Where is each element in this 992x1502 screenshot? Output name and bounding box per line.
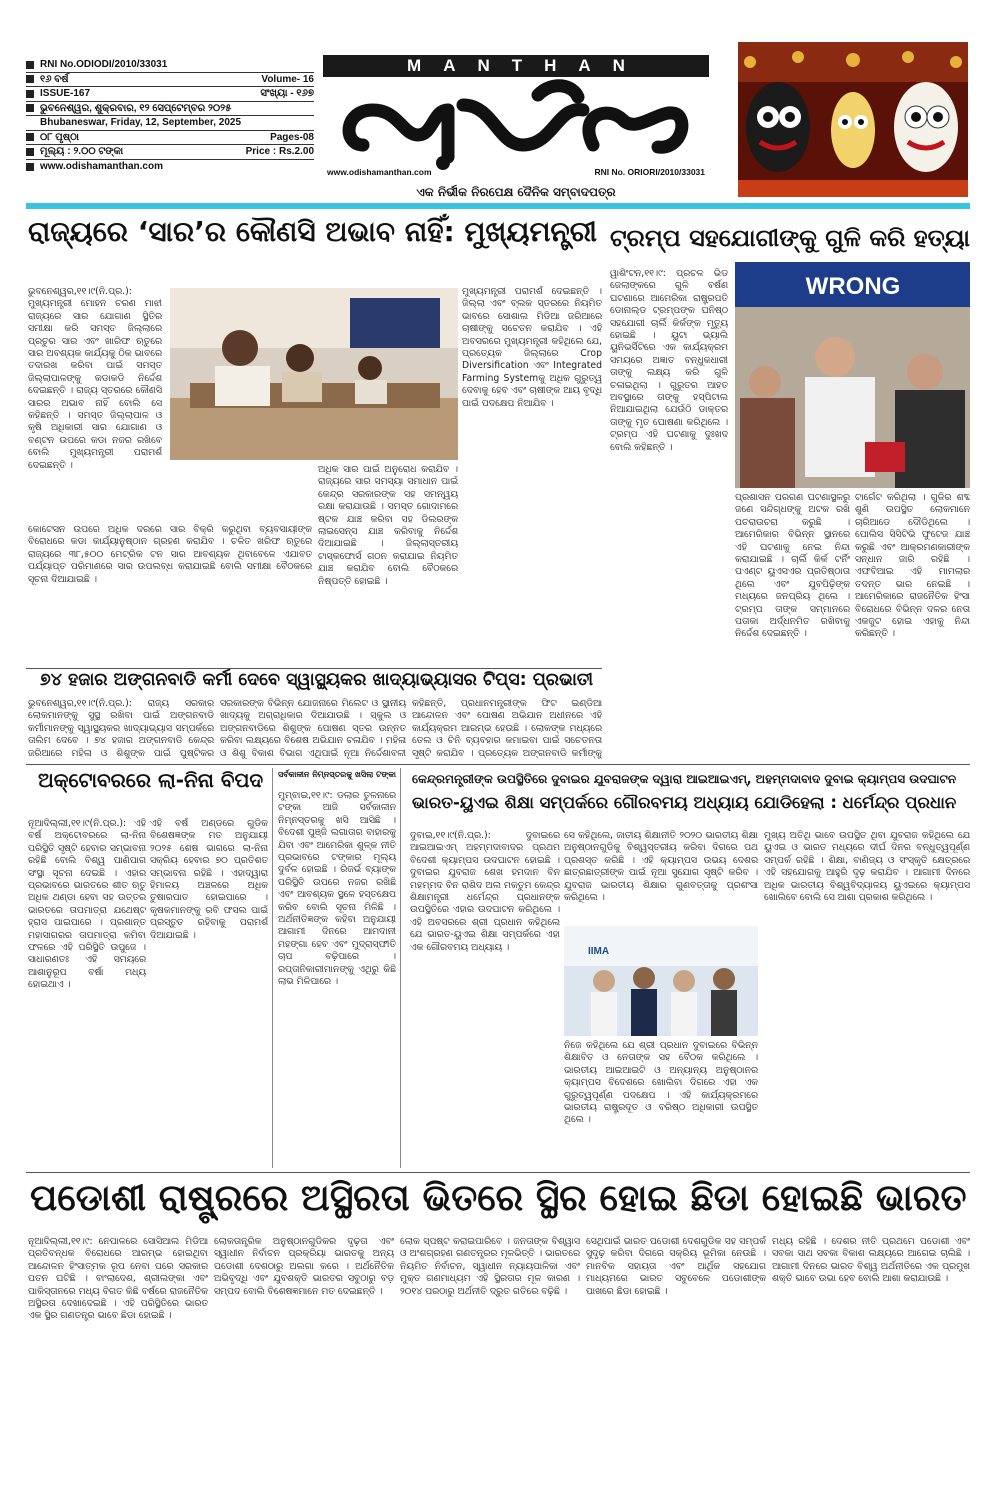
dubai-col4-text: ମୁଖ୍ୟ ଅତିଥି ଭାବେ ଉପସ୍ଥିତ ଥିବା ଯୁବରାଜ କହିଥିଲେ ଯେ ୟୁଏଇ ଓ ଭାରତ ମଧ୍ୟରେ ଦୀର୍ଘ ଦିନର ବନ୍ଧୁତ୍ୱପୂର୍ଣ୍ଣ ସମ୍ପର୍କ ରହିଛି । ଶିକ୍ଷା, ବାଣିଜ୍ୟ ଓ ସଂସ୍କୃତି କ୍ଷେତ୍ରରେ ଏହି ସହଯୋଗକୁ ଆହୁରି ଦୃଢ଼ କରାଯିବ । ଆଗାମୀ ଦିନରେ ଅଧିକ ଭାରତୀୟ ବିଶ୍ୱବିଦ୍ୟାଳୟ ୟୁଏଇରେ କ୍ୟାମ୍ପସ ଖୋଲିବେ ବୋଲି ସେ ଆଶା ପ୍ରକାଶ କରିଥିଲେ । xyxy=(764,830,970,904)
lanina-col2-text: ଏହି ବର୍ଷ ଅଣ୍ଡରେ ଗୁଡିକ ବିଶେଷଜ୍ଞଙ୍କ ମତ ଅନୁଯାୟୀ ୨୦୨୫ ଶେଷ ଭାଗରେ ଲା-ନିନା ସକ୍ରିୟ ହେବାର ୭୦ ପ୍ରତିଶତ ସମ୍ଭାବନା ରହିଛି । ଏହାଦ୍ୱାରା ହିମାଳୟ ଅଞ୍ଚଳରେ ଅଧିକ ତୁଷାରପାତ ହୋଇପାରେ । କୃଷକମାନଙ୍କୁ ରବି ଫସଲ ପାଇଁ ପ୍ରସ୍ତୁତ ରହିବାକୁ ପରାମର୍ଶ ଦିଆଯାଇଛି । xyxy=(150,818,268,941)
jagannath-trinity-image xyxy=(738,42,968,197)
lead-headline: ରାଜ୍ୟରେ ‘ସାର’ର କୌଣସି ଅଭାବ ନାହିଁ: ମୁଖ୍ୟମନ୍ତ୍ରୀ xyxy=(28,215,598,248)
issue-row xyxy=(26,87,314,102)
rupee-headline: ସର୍ବକାଳୀନ ନିମ୍ନସ୍ତରକୁ ଖସିଲା ଟଙ୍କା xyxy=(278,770,396,779)
neighbour-col2-text: ଲୋକତାନ୍ତ୍ରିକ ଅନୁଷ୍ଠାନଗୁଡିକର ଦୃଢ଼ତା ଏବଂ ସ୍ୱାଧୀନ ନିର୍ବାଚନ ପ୍ରକ୍ରିୟା ଭାରତକୁ ଅନ୍ୟ ପଡୋଶୀ ଦେଶଠାରୁ ଅଲଗା କରେ । ଅର୍ଥନୈତିକ ଅଭିବୃଦ୍ଧି ଏବଂ ଯୁବଶକ୍ତି ଭାରତର ସବୁଠାରୁ ବଡ଼ ସମ୍ପଦ ବୋଲି ବିଶେଷଜ୍ଞମାନେ ମତ ଦେଇଛନ୍ତି । xyxy=(214,1236,394,1297)
logo-website[interactable]: www.odishamanthan.com xyxy=(327,167,432,177)
neighbour-col5-text: ମଧ୍ୟ ରହିଛି । ଦେଶର ନୀତି ପ୍ରଥମେ ପଡୋଶୀ ଏବଂ ସବକା ସାଥ ସବକା ବିକାଶ ଲକ୍ଷ୍ୟରେ ଆଗେଇ ଚାଲିଛି । ଆଗାମୀ ଦିନରେ ଭାରତ ବିଶ୍ୱ ଅର୍ଥନୀତିରେ ଏକ ପ୍ରମୁଖ ଶକ୍ତି ଭାବେ ଉଭା ହେବ ବୋଲି ଆଶା କରାଯାଉଛି । xyxy=(772,1236,970,1285)
year-row xyxy=(26,73,314,88)
pages-odia: ୦୮ ପୃଷ୍ଠା xyxy=(40,131,80,143)
dubai-col1-text: ଦୁବାଇ,୧୧।୯(ନି.ପ୍ର.): ଦୁବାଇରେ ଆଇଆଇଏମ୍ ଅହମ୍ମଦାବାଦର ପ୍ରଥମ ବିଦେଶୀ କ୍ୟାମ୍ପସ ଉଦଘାଟନ ହୋଇଛି । ଦୁବାଇର ଯୁବରାଜ ଶେଖ ହମଦାନ ବିନ ମହମ୍ମଦ ବିନ ରାଶିଦ ଅଲ ମକତୁମ କେନ୍ଦ୍ର ଶିକ୍ଷାମନ୍ତ୍ରୀ ଧର୍ମେନ୍ଦ୍ର ପ୍ରଧାନଙ୍କ ଉପସ୍ଥିତିରେ ଏହାର ଉଦଘାଟନ କରିଥିଲେ । ଏହି ଅବସରରେ ଶ୍ରୀ ପ୍ରଧାନ କହିଥିଲେ ଯେ ଭାରତ-ୟୁଏଇ ଶିକ୍ଷା ସମ୍ପର୍କରେ ଏହା ଏକ ଗୌରବମୟ ଅଧ୍ୟାୟ । xyxy=(410,830,560,953)
dubai-col3 xyxy=(564,1040,758,1168)
neighbour-col2 xyxy=(214,1236,394,1482)
rupee-col1 xyxy=(278,790,396,1168)
website[interactable]: www.odishamanthan.com xyxy=(40,161,163,173)
anganwadi-col2-text: ସରକାରଙ୍କ ବିଭିନ୍ନ ଯୋଜନାରେ ମିଲେଟ ଓ ସ୍ଥାନୀୟ ଖାଦ୍ୟକୁ ଅଗ୍ରାଧିକାର ଦିଆଯାଉଛି । ସ୍କୁଲ ଓ ଅଙ୍ଗନବାଡିରେ ଶିଶୁଙ୍କ ପୋଷଣ ସ୍ତର ଉନ୍ନତ କରିବା ଲକ୍ଷ୍ୟରେ ବିଶେଷ ଅଭିଯାନ ଚଳାଯିବ । ମହିଳା ଓ ଶିଶୁ ବିକାଶ ବିଭାଗ ଏଥିପାଇଁ ନୂଆ ନିର୍ଦ୍ଦେଶାବଳୀ xyxy=(220,698,406,759)
masthead-divider xyxy=(26,203,970,209)
neighbour-headline: ପଡୋଶୀ ରାଷ୍ଟ୍ରରେ ଅସ୍ଥିରତା ଭିତରେ ସ୍ଥିର ହୋଇ ଛିଡା ହୋଇଛି ଭାରତ xyxy=(30,1176,967,1219)
anganwadi-col1 xyxy=(28,698,214,760)
trump-story-col2 xyxy=(735,492,850,670)
lead-story-col1b xyxy=(28,524,312,664)
neighbour-col4-text: ସେଥିପାଇଁ ଭାରତ ପଡୋଶୀ ଦେଶଗୁଡିକ ସହ ସମ୍ପର୍କ ସୁଦୃଢ଼ କରିବା ଦିଗରେ ସକ୍ରିୟ ଭୂମିକା ନେଉଛି । ମାନବିକ ସହାୟତା ଏବଂ ଆର୍ଥିକ ସହଯୋଗ ମାଧ୍ୟମରେ ଭାରତ ସବୁବେଳେ ପଡୋଶୀଙ୍କ ପାଖରେ ଛିଡା ହୋଇଛି । xyxy=(586,1236,766,1297)
dubai-col4 xyxy=(764,830,970,1168)
masthead xyxy=(0,0,992,205)
section-rule xyxy=(26,764,970,765)
logo-rni: RNI No. ORIORI/2010/33031 xyxy=(594,167,705,177)
neighbour-col5 xyxy=(772,1236,970,1482)
lead-col2-text: ଅଧିକ ସାର ପାଇଁ ଅନୁରୋଧ କରାଯିବ । ରାଜ୍ୟରେ ସାର ସମସ୍ୟା ସମାଧାନ ପାଇଁ କେନ୍ଦ୍ର ସରକାରଙ୍କ ସହ ସମନ୍ୱୟ ରକ୍ଷା କରାଯାଉଛି । ସମସ୍ତ ଗୋଦାମରେ ଷ୍ଟକ ଯାଞ୍ଚ କରିବା ସହ ଡିଲରଙ୍କ ଲାଇସେନ୍ସ ଯାଞ୍ଚ କରିବାକୁ ନିର୍ଦ୍ଦେଶ ଦିଆଯାଇଛି । ଜିଲ୍ଲାସ୍ତରୀୟ ଟାସ୍କଫୋର୍ସ ଗଠନ କରାଯାଇ ନିୟମିତ ଯାଞ୍ଚ କରାଯିବ ବୋଲି ବୈଠକରେ ନିଷ୍ପତ୍ତି ହୋଇଛି । xyxy=(318,464,458,587)
lead-col1b-text: କୋଟେସନ ଉପରେ ଅଧିକ ଦରରେ ସାର ବିକ୍ରି କରୁଥିବା ବ୍ୟବସାୟୀଙ୍କ ବିରୋଧରେ କଡା କାର୍ଯ୍ୟାନୁଷ୍ଠାନ ଗ୍ରହଣ କରାଯିବ । ଚଳିତ ଖରିଫ ଋତୁରେ ରାଜ୍ୟରେ ୩୮,୫୦୦ ମେଟ୍ରିକ ଟନ ସାର ଆବଶ୍ୟକ ଥିବାବେଳେ ଏଯାବତ ପର୍ଯ୍ୟାପ୍ତ ପରିମାଣରେ ସାର ଉପଲବ୍ଧ କରାଯାଇଛି ବୋଲି ସମୀକ୍ଷା ବୈଠକରେ ସୂଚନା ଦିଆଯାଇଛି । xyxy=(28,524,312,585)
lead-story-col2 xyxy=(318,464,458,664)
website-row xyxy=(26,160,314,175)
svg-text:IIMA: IIMA xyxy=(588,946,610,957)
issue-info-box xyxy=(26,58,314,174)
lead-story-col1 xyxy=(28,286,162,520)
neighbour-col3-text: ଲୋକ ସ୍ପଷ୍ଟ କରାଇପାରିବେ । ଜନତାଙ୍କ ବିଶ୍ୱାସ ଓ ଅଂଶଗ୍ରହଣ ଗଣତନ୍ତ୍ରର ମୂଳଭିତ୍ତି । ଭାରତରେ ନିୟମିତ ନିର୍ବାଚନ, ସ୍ୱାଧୀନ ନ୍ୟାୟପାଳିକା ଏବଂ ମୁକ୍ତ ଗଣମାଧ୍ୟମ ଏହି ସ୍ଥିରତାର ମୂଳ କାରଣ । ୨୦୧୪ ପରଠାରୁ ଅର୍ଥନୀତି ଦ୍ରୁତ ଗତିରେ ବଢ଼ିଛି । xyxy=(400,1236,580,1297)
price: Price : Rs.2.00 xyxy=(245,146,314,158)
dubai-col2-text: ସେ କହିଥିଲେ, ଜାତୀୟ ଶିକ୍ଷାନୀତି ୨୦୨୦ ଭାରତୀୟ ଶିକ୍ଷା ଅନୁଷ୍ଠାନଗୁଡିକୁ ବିଶ୍ୱସ୍ତରୀୟ କରିବା ଦିଗରେ ପଥ ପ୍ରଶସ୍ତ କରିଛି । ଏହି କ୍ୟାମ୍ପସ ଉଭୟ ଦେଶର ଛାତ୍ରଛାତ୍ରୀଙ୍କ ପାଇଁ ନୂଆ ସୁଯୋଗ ସୃଷ୍ଟି କରିବ । ଯୁବରାଜ ଭାରତୀୟ ଶିକ୍ଷାର ଗୁଣବତ୍ତାକୁ ପ୍ରଶଂସା କରିଥିଲେ । xyxy=(564,830,758,904)
bottom-rule xyxy=(26,1172,970,1173)
newspaper-logo xyxy=(323,55,709,205)
trump-story-col3 xyxy=(855,492,970,670)
odia-logo-glyph xyxy=(323,75,709,175)
dubai-headline: ଭାରତ-ୟୁଏଇ ଶିକ୍ଷା ସମ୍ପର୍କରେ ଗୌରବମୟ ଅଧ୍ୟାୟ ଯୋଡିହେଲା : ଧର୍ମେନ୍ଦ୍ର ପ୍ରଧାନ xyxy=(412,793,957,812)
anganwadi-col3-text: କହିଛନ୍ତି, ପ୍ରଧାନମନ୍ତ୍ରୀଙ୍କ ଫିଟ ଇଣ୍ଡିଆ ଆନ୍ଦୋଳନ ଏବଂ ପୋଷଣ ଅଭିଯାନ ଅଧୀନରେ ଏହି କାର୍ଯ୍ୟକ୍ରମ ଆରମ୍ଭ ହେଉଛି । ଲୋକଙ୍କ ମଧ୍ୟରେ ତେଲ ଓ ଚିନି ବ୍ୟବହାର କମାଇବା ପାଇଁ ସଚେତନତା ସୃଷ୍ଟି କରାଯିବ । ପ୍ରତ୍ୟେକ ଅଙ୍ଗନବାଡି କର୍ମୀଙ୍କୁ xyxy=(412,698,602,759)
anganwadi-col1-text: ଭୁବନେଶ୍ୱର,୧୧।୯(ନି.ପ୍ର.): ରାଜ୍ୟ ସରକାର ଲୋକମାନଙ୍କୁ ସୁସ୍ଥ ରଖିବା ପାଇଁ ଅଙ୍ଗନବାଡି କର୍ମୀମାନଙ୍କୁ ସ୍ୱାସ୍ଥ୍ୟକର ଖାଦ୍ୟାଭ୍ୟାସ ସମ୍ପର୍କରେ ତାଲିମ ଦେବେ । ୭୪ ହଜାର ଅଙ୍ଗନବାଡି କେନ୍ଦ୍ର ଜରିଆରେ ମହିଳା ଓ ଶିଶୁଙ୍କ ପାଇଁ ପୁଷ୍ଟିକର xyxy=(28,698,214,759)
dubai-col3-text: ନିଜେ କହିଥିଲେ ଯେ ଶ୍ରୀ ପ୍ରଧାନ ଦୁବାଇରେ ବିଭିନ୍ନ ଶିକ୍ଷାବିତ ଓ ନେତାଙ୍କ ସହ ବୈଠକ କରିଥିଲେ । ଭାରତୀୟ ଆଇଆଇଟି ଓ ଅନ୍ୟାନ୍ୟ ଅନୁଷ୍ଠାନର କ୍ୟାମ୍ପସ ବିଦେଶରେ ଖୋଲିବା ଦିଗରେ ଏହା ଏକ ଗୁରୁତ୍ୱପୂର୍ଣ୍ଣ ପଦକ୍ଷେପ । ଏହି କାର୍ଯ୍ୟକ୍ରମରେ ଭାରତୀୟ ରାଷ୍ଟ୍ରଦୂତ ଓ ବରିଷ୍ଠ ଅଧିକାରୀ ଉପସ୍ଥିତ ଥିଲେ । xyxy=(564,1040,758,1126)
anganwadi-col2 xyxy=(220,698,406,760)
trump-story-col1 xyxy=(610,268,728,668)
svg-text:WRONG: WRONG xyxy=(805,273,901,300)
trump-rally-photo xyxy=(735,262,970,488)
issue-number: ISSUE-167 xyxy=(40,88,91,100)
rni-number: RNI No.ODIODI/2010/33031 xyxy=(40,59,168,71)
date-en-row xyxy=(26,116,314,131)
rni-row xyxy=(26,58,314,73)
lead-col1-text: ଭୁବନେଶ୍ୱର,୧୧।୯(ନି.ପ୍ର.): ମୁଖ୍ୟମନ୍ତ୍ରୀ ମୋହନ ଚରଣ ମାଝୀ ରାଜ୍ୟରେ ସାର ଯୋଗାଣ ସ୍ଥିତିର ସମୀକ୍ଷା କରି ସମସ୍ତ ଜିଲ୍ଲାରେ ପ୍ରଚୁର ସାର ଏବଂ ଖାରିଫ ଋତୁରେ ସାର ଅବଶ୍ୟକ କାର୍ଯ୍ୟକୁ ଠିକ ଭାବରେ ତଦାରଖ କରିବା ପାଇଁ ସମସ୍ତ ଜିଲ୍ଲାପାଳଙ୍କୁ କଡାକଡି ନିର୍ଦ୍ଦେଶ ଦେଇଛନ୍ତି । ରାଜ୍ୟ ସ୍ତରରେ କୌଣସି ସାରର ଅଭାବ ନାହିଁ ବୋଲି ସେ କହିଛନ୍ତି । ସମସ୍ତ ଜିଲ୍ଲାପାଳ ଓ କୃଷି ଅଧିକାରୀ ସାର ଯୋଗାଣ ଓ ବଣ୍ଟନ ଉପରେ କଡା ନଜର ରଖିବେ ବୋଲି ମୁଖ୍ୟମନ୍ତ୍ରୀ ପରାମର୍ଶ ଦେଇଛନ୍ତି । xyxy=(28,286,162,471)
neighbour-col3 xyxy=(400,1236,580,1482)
date-odia: ଭୁବନେଶ୍ୱର, ଶୁକ୍ରବାର, ୧୨ ସେପ୍ଟେମ୍ବର ୨୦୨୫ xyxy=(40,102,232,114)
lead-story-col3 xyxy=(462,286,602,664)
trump-headline: ଟ୍ରମ୍ପ ସହଯୋଗୀଙ୍କୁ ଗୁଳି କରି ହତ୍ୟା xyxy=(610,224,971,252)
issue-odia: ସଂଖ୍ୟା - ୧୬୭ xyxy=(260,88,314,100)
rupee-col1-text: ମୁମ୍ବାଇ,୧୧।୯: ଡଲାର ତୁଳନାରେ ଟଙ୍କା ଆଜି ସର୍ବକାଳୀନ ନିମ୍ନସ୍ତରକୁ ଖସି ଆସିଛି । ବିଦେଶୀ ପୁଞ୍ଜି ଲଗାତାର ବାହାରକୁ ଯିବା ଏବଂ ଆମେରିକା ଶୁଳ୍କ ନୀତି ପ୍ରଭାବରେ ଟଙ୍କାର ମୂଲ୍ୟ ଦୁର୍ବଳ ହୋଇଛି । ରିଜର୍ଭ ବ୍ୟାଙ୍କ ପରିସ୍ଥିତି ଉପରେ ନଜର ରଖିଛି ଏବଂ ଆବଶ୍ୟକ ସ୍ଥଳେ ହସ୍ତକ୍ଷେପ କରିବ ବୋଲି ସୂଚନା ମିଳିଛି । ଅର୍ଥନୀତିଜ୍ଞଙ୍କ କହିବା ଅନୁଯାୟୀ ଆଗାମୀ ଦିନରେ ଆମଦାନୀ ମହଙ୍ଗା ହେବ ଏବଂ ମୁଦ୍ରାସ୍ଫୀତି ଚାପ ବଢ଼ିପାରେ । ରପ୍ତାନିକାରୀମାନଙ୍କୁ ଏଥିରୁ କିଛି ଲାଭ ମିଳିପାରେ । xyxy=(278,790,396,988)
year-odia: ୧୬ ବର୍ଷ xyxy=(40,73,69,85)
cm-meeting-photo xyxy=(170,288,458,460)
tagline: ଏକ ନିର୍ଭୀକ ନିରପେକ୍ଷ ଦୈନିକ ସମ୍ବାଦପତ୍ର xyxy=(416,185,616,199)
neighbour-col1-text: ନୂଆଦିଲ୍ଲୀ,୧୧।୯: ନେପାଳରେ ସୋସିଆଲ ମିଡିଆ ପ୍ରତିବନ୍ଧକ ବିରୋଧରେ ଆରମ୍ଭ ହୋଇଥିବା ଆନ୍ଦୋଳନ ହିଂସାତ୍ମକ ରୂପ ନେବା ପରେ ସରକାର ପତନ ଘଟିଛି । ବାଂଲାଦେଶ, ଶ୍ରୀଲଙ୍କା ଏବଂ ପାକିସ୍ତାନରେ ମଧ୍ୟ ବିଗତ କିଛି ବର୍ଷରେ ରାଜନୈତିକ ଅସ୍ଥିରତା ଦେଖାଦେଇଛି । ଏହି ପରିସ୍ଥିତିରେ ଭାରତ ଏକ ସ୍ଥିର ଗଣତନ୍ତ୍ର ଭାବେ ଛିଡା ହୋଇଛି । xyxy=(28,1236,208,1322)
dubai-col1 xyxy=(410,830,560,1168)
lanina-col2 xyxy=(150,818,268,1168)
brand-bar: MANTHAN xyxy=(323,55,709,77)
trump-col1-text: ୱାଶିଂଟନ,୧୧।୯: ପ୍ରଚଳ ଭିଡ ଜେଲାଙ୍କରେ ଗୁଳି ବର୍ଷଣ ଘଟଣାରେ ଆମେରିକା ରାଷ୍ଟ୍ରପତି ଡୋନାଲ୍ଡ ଟ୍ରମ୍ପଙ୍କ ଘନିଷ୍ଠ ସହଯୋଗୀ ଚାର୍ଲି କିର୍କଙ୍କ ମୃତ୍ୟୁ ହୋଇଛି । ୟୁଟା ଭ୍ୟାଲି ୟୁନିଭର୍ସିଟିରେ ଏକ କାର୍ଯ୍ୟକ୍ରମ ସମୟରେ ଅଜ୍ଞାତ ବନ୍ଧୁକଧାରୀ ତାଙ୍କୁ ଲକ୍ଷ୍ୟ କରି ଗୁଳି ଚଳାଇଥିଲା । ଗୁରୁତର ଆହତ ଅବସ୍ଥାରେ ତାଙ୍କୁ ହସ୍ପିଟାଲ ନିଆଯାଇଥିଲା ଯେଉଁଠି ଡାକ୍ତର ତାଙ୍କୁ ମୃତ ଘୋଷଣା କରିଥିଲେ । ଟ୍ରମ୍ପ ଏହି ଘଟଣାକୁ ଦୁଃଖଦ ବୋଲି କହିଛନ୍ତି । xyxy=(610,268,728,453)
anganwadi-col3 xyxy=(412,698,602,760)
dubai-col2 xyxy=(564,830,758,922)
lanina-col1 xyxy=(28,818,146,1168)
pages: Pages-08 xyxy=(270,131,314,143)
anganwadi-rule xyxy=(26,668,602,669)
price-row xyxy=(26,145,314,160)
trump-col3-text: ଟାର୍ଗେଟ କରିଥିଲା । ଗୁଳିର ଶବ୍ଦ ଶୁଣି ଉପସ୍ଥିତ ଲୋକମାନେ ଚାରିଆଡେ ଦୌଡିଥିଲେ । ପୋଲିସ ସିସିଟିଭି ଫୁଟେଜ ଯାଞ୍ଚ କରୁଛି ଏବଂ ଆକ୍ରମଣକାରୀଙ୍କ ସନ୍ଧାନ ଜାରି ରହିଛି । ଏଫବିଆଇ ଏହି ମାମଲାର ତଦନ୍ତ ଭାର ନେଇଛି । ଆମେରିକାରେ ରାଜନୈତିକ ହିଂସା ବିରୋଧରେ ବିଭିନ୍ନ ଦଳର ନେତା ଏକଜୁଟ ହୋଇ ଏହାକୁ ନିନ୍ଦା କରିଛନ୍ତି । xyxy=(855,492,970,640)
dubai-divider xyxy=(400,768,401,1168)
date-english: Bhubaneswar, Friday, 12, September, 2025 xyxy=(40,117,242,129)
date-odia-row xyxy=(26,102,314,117)
dubai-campus-photo xyxy=(564,926,758,1036)
neighbour-col4 xyxy=(586,1236,766,1482)
lanina-col1-text: ନୂଆଦିଲ୍ଲୀ,୧୧।୯(ନି.ପ୍ର.): ଏହି ବର୍ଷ ଅକ୍ଟୋବରରେ ଲା-ନିନା ପରିସ୍ଥିତି ସୃଷ୍ଟି ହେବାର ସମ୍ଭାବନା ରହିଛି ବୋଲି ବିଶ୍ୱ ପାଣିପାଗ ସଂସ୍ଥା ସୂଚନା ଦେଇଛି । ଏହାର ପ୍ରଭାବରେ ଭାରତରେ ଶୀତ ଋତୁ ଅଧିକ ଥଣ୍ଡା ହେବା ସହ ଉତ୍ତର ଭାରତରେ ତାପମାତ୍ରା ଯଥେଷ୍ଟ ହ୍ରାସ ପାଇପାରେ । ପ୍ରଶାନ୍ତ ମହାସାଗରର ତାପମାତ୍ରା କମିବା ଫଳରେ ଏହି ପରିସ୍ଥିତି ଉପୁଜେ । ସାଧାରଣତଃ ଏହି ସମୟରେ ଆଶାନୁରୂପ ବର୍ଷା ମଧ୍ୟ ହୋଇଥାଏ । xyxy=(28,818,146,991)
price-odia: ମୂଲ୍ୟ : ୨.୦୦ ଟଙ୍କା xyxy=(40,146,124,158)
trump-col2-text: ପ୍ରଶାସନ ପରଗଣ ଘଟଣାସ୍ଥଳରୁ ଜଣେ ସନ୍ଦିଗ୍ଧଙ୍କୁ ଅଟକ ରଖି ପଚରାଉଚରା କରୁଛି । ଆମେରିକାର ବିଭିନ୍ନ ସ୍ଥାନରେ ଏହି ଘଟଣାକୁ ନେଇ ନିନ୍ଦା କରାଯାଇଛି । ଚାର୍ଲି କିର୍କ ଟର୍ନିଂ ପଏଣ୍ଟ ୟୁଏସଏର ପ୍ରତିଷ୍ଠାତା ଥିଲେ ଏବଂ ଯୁବପିଢ଼ିଙ୍କ ମଧ୍ୟରେ ଜନପ୍ରିୟ ଥିଲେ । ଟ୍ରମ୍ପ ତାଙ୍କ ସମ୍ମାନରେ ପତାକା ଅର୍ଦ୍ଧନମିତ ରଖିବାକୁ ନିର୍ଦ୍ଦେଶ ଦେଇଛନ୍ତି । xyxy=(735,492,850,640)
dubai-kicker: କେନ୍ଦ୍ରମନ୍ତ୍ରୀଙ୍କ ଉପସ୍ଥିତିରେ ଦୁବାଇର ଯୁବରାଜଙ୍କ ଦ୍ୱାରା ଆଇଆଇଏମ୍, ଅହମ୍ମଦାବାଦ ଦୁବାଇ କ୍ୟାମ୍ପସ ଉଦଘାଟନ xyxy=(412,772,957,786)
lanina-headline: ଅକ୍ଟୋବରରେ ଲା-ନିନା ବିପଦ xyxy=(38,768,264,792)
pages-row xyxy=(26,131,314,146)
anganwadi-headline: ୭୪ ହଜାର ଅଙ୍ଗନବାଡି କର୍ମୀ ଦେବେ ସ୍ୱାସ୍ଥ୍ୟକର ଖାଦ୍ୟାଭ୍ୟାସର ଟିପ୍ସ: ପ୍ରଭାତୀ xyxy=(40,670,594,690)
neighbour-col1 xyxy=(28,1236,208,1482)
lead-col3-text: ମୁଖ୍ୟମନ୍ତ୍ରୀ ପରାମର୍ଶ ଦେଇଛନ୍ତି । ଜିଲ୍ଲା ଏବଂ ବ୍ଲକ ସ୍ତରରେ ନିୟମିତ ଭାବରେ ସୋଶାଲ ମିଡିଆ ଜରିଆରେ ଚାଷୀଙ୍କୁ ସଚେତନ କରାଯିବ । ଏହି ଅବସରରେ ମୁଖ୍ୟମନ୍ତ୍ରୀ କହିଥିଲେ ଯେ, ପ୍ରତ୍ୟେକ ଜିଲ୍ଲାରେ Crop Diversification ଏବଂ Integrated Farming Systemକୁ ଅଧିକ ଗୁରୁତ୍ୱ ଦେବାକୁ ହେବ ଏବଂ ଚାଷୀଙ୍କ ଆୟ ବୃଦ୍ଧି ପାଇଁ ପଦକ୍ଷେପ ନିଆଯିବ । xyxy=(462,286,602,409)
volume: Volume- 16 xyxy=(261,73,314,85)
lanina-divider xyxy=(272,768,273,1168)
